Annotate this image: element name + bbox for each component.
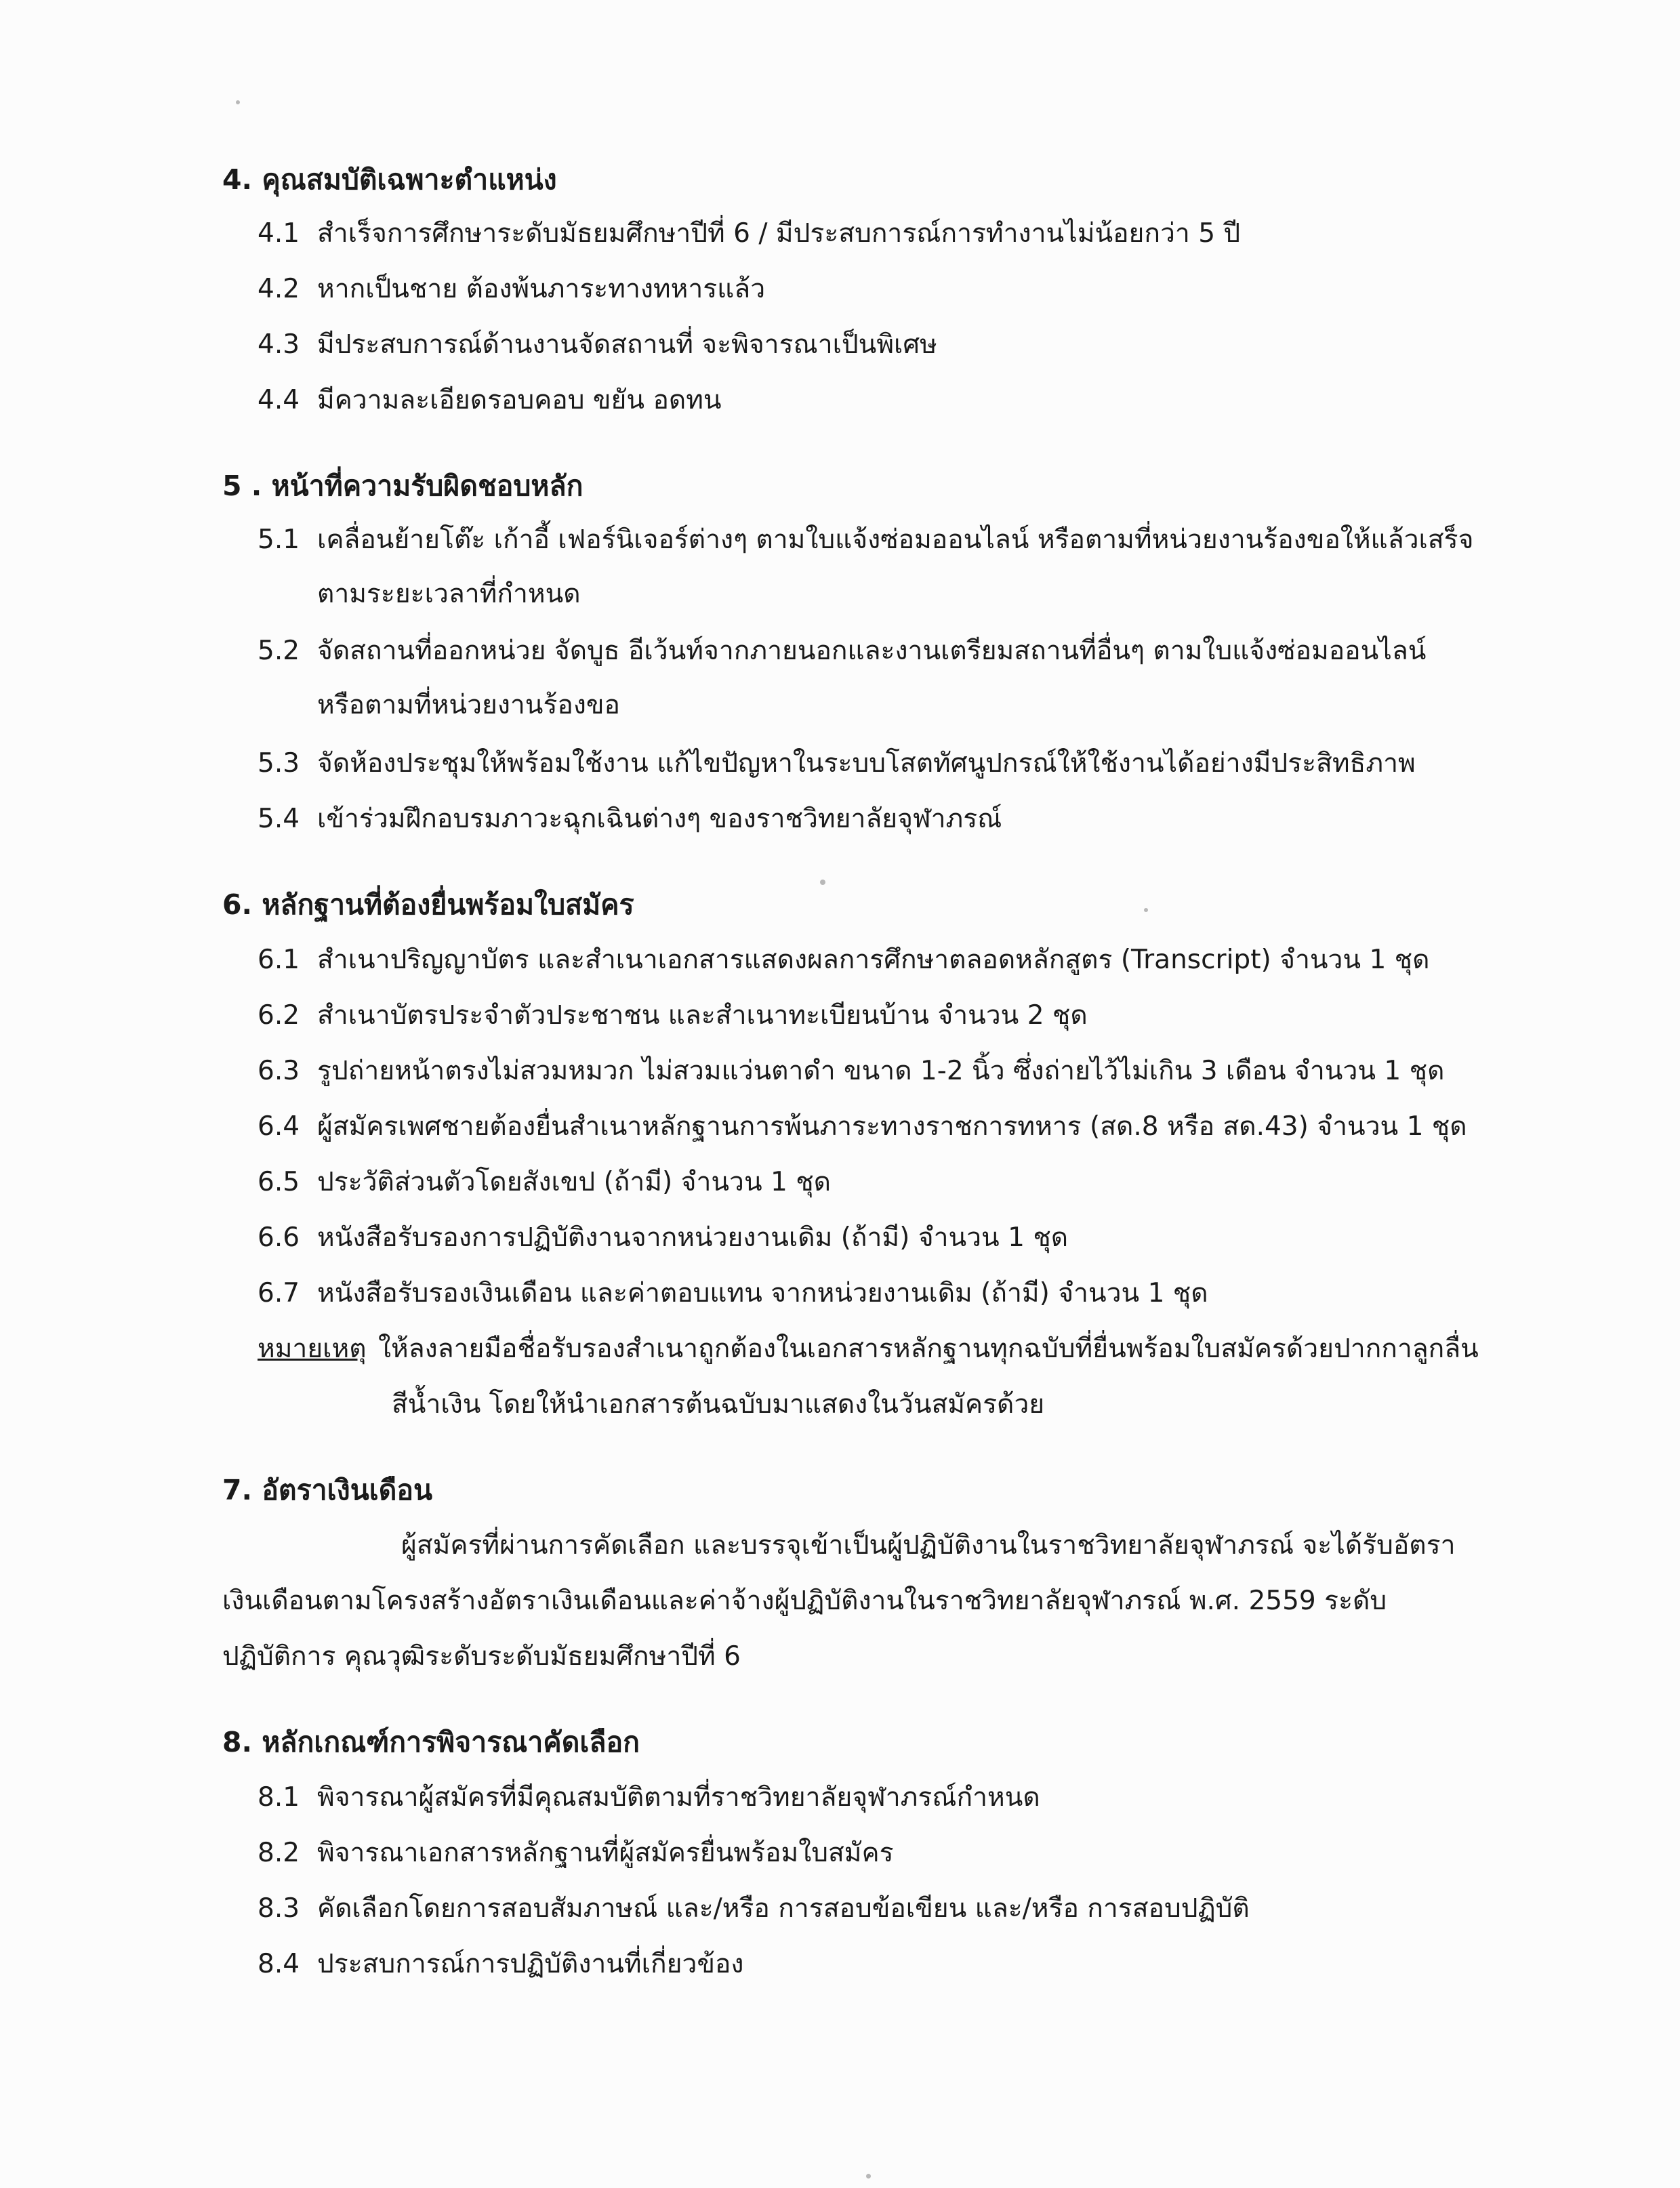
item-text: ผู้สมัครเพศชายต้องยื่นสำเนาหลักฐานการพ้นภาระทางราชการทหาร (สด.8 หรือ สด.43) จำนวน 1 ชุด bbox=[317, 1111, 1467, 1142]
list-item bbox=[258, 999, 1088, 1033]
list-item bbox=[258, 1165, 831, 1199]
item-text: เข้าร่วมฝึกอบรมภาวะฉุกเฉินต่างๆ ของราชวิทยาลัยจุฬาภรณ์ bbox=[317, 804, 1002, 834]
salary-paragraph-line: ปฏิบัติการ คุณวุฒิระดับระดับมัธยมศึกษาปีที่ 6 bbox=[222, 1641, 741, 1672]
section-4-heading: 4. คุณสมบัติเฉพาะตำแหน่ง bbox=[222, 163, 557, 196]
item-text: จัดห้องประชุมให้พร้อมใช้งาน แก้ไขปัญหาในระบบโสตทัศนูปกรณ์ให้ใช้งานได้อย่างมีประสิทธิภาพ bbox=[317, 748, 1416, 779]
item-text: ประวัติส่วนตัวโดยสังเขป (ถ้ามี) จำนวน 1 ชุด bbox=[317, 1167, 832, 1197]
item-text: พิจารณาผู้สมัครที่มีคุณสมบัติตามที่ราชวิทยาลัยจุฬาภรณ์กำหนด bbox=[317, 1782, 1040, 1813]
section-6-heading: 6. หลักฐานที่ต้องยื่นพร้อมใบสมัคร bbox=[222, 888, 634, 921]
section-7-heading: 7. อัตราเงินเดือน bbox=[222, 1474, 433, 1506]
item-text: เคลื่อนย้ายโต๊ะ เก้าอี้ เฟอร์นิเจอร์ต่างๆ ตามใบแจ้งซ่อมออนไลน์ หรือตามที่หน่วยงานร้องขอให้แล้วเสร็จ bbox=[317, 524, 1474, 555]
item-number: 8.1 bbox=[258, 1782, 300, 1813]
item-text: สำเนาบัตรประจำตัวประชาชน และสำเนาทะเบียนบ้าน จำนวน 2 ชุด bbox=[317, 1000, 1088, 1031]
item-number: 4.1 bbox=[258, 218, 300, 249]
item-continuation: ตามระยะเวลาที่กำหนด bbox=[317, 579, 581, 609]
item-text: สำเนาปริญญาบัตร และสำเนาเอกสารแสดงผลการศึกษาตลอดหลักสูตร (Transcript) จำนวน 1 ชุด bbox=[317, 945, 1430, 975]
list-item bbox=[258, 747, 1416, 781]
list-item bbox=[258, 802, 1002, 836]
section-8-heading: 8. หลักเกณฑ์การพิจารณาคัดเลือก bbox=[222, 1726, 640, 1758]
scan-speck bbox=[1144, 908, 1148, 912]
salary-paragraph-line: เงินเดือนตามโครงสร้างอัตราเงินเดือนและค่าจ้างผู้ปฏิบัติงานในราชวิทยาลัยจุฬาภรณ์ พ.ศ. 2559 ระดับ bbox=[222, 1586, 1387, 1616]
item-text: มีประสบการณ์ด้านงานจัดสถานที่ จะพิจารณาเป็นพิเศษ bbox=[317, 329, 937, 360]
item-number: 5.4 bbox=[258, 804, 300, 834]
item-continuation: หรือตามที่หน่วยงานร้องขอ bbox=[317, 690, 620, 720]
list-item bbox=[258, 272, 765, 306]
item-text: จัดสถานที่ออกหน่วย จัดบูธ อีเว้นท์จากภายนอกและงานเตรียมสถานที่อื่นๆ ตามใบแจ้งซ่อมออนไลน์ bbox=[317, 636, 1427, 666]
list-item bbox=[258, 384, 722, 417]
item-number: 8.3 bbox=[258, 1893, 300, 1924]
item-number: 6.5 bbox=[258, 1167, 300, 1197]
item-text: ประสบการณ์การปฏิบัติงานที่เกี่ยวข้อง bbox=[317, 1949, 744, 1979]
section-5-heading: 5 . หน้าที่ความรับผิดชอบหลัก bbox=[222, 470, 583, 502]
item-number: 6.4 bbox=[258, 1111, 300, 1142]
item-number: 5.2 bbox=[258, 636, 300, 666]
item-number: 5.3 bbox=[258, 748, 300, 779]
list-item bbox=[258, 1054, 1444, 1088]
item-text: รูปถ่ายหน้าตรงไม่สวมหมวก ไม่สวมแว่นตาดำ ขนาด 1-2 นิ้ว ซึ่งถ่ายไว้ไม่เกิน 3 เดือน จำนวน 1 ชุด bbox=[317, 1056, 1445, 1086]
list-item bbox=[258, 1277, 1208, 1310]
list-item bbox=[258, 523, 1473, 557]
item-text: หนังสือรับรองเงินเดือน และค่าตอบแทน จากหน่วยงานเดิม (ถ้ามี) จำนวน 1 ชุด bbox=[317, 1278, 1208, 1308]
list-item bbox=[258, 1781, 1040, 1815]
list-item bbox=[258, 328, 937, 362]
note-text-continuation: สีน้ำเงิน โดยให้นำเอกสารต้นฉบับมาแสดงในวันสมัครด้วย bbox=[392, 1389, 1045, 1420]
scan-speck bbox=[820, 880, 825, 885]
list-item bbox=[258, 1221, 1068, 1255]
list-item bbox=[258, 943, 1429, 977]
item-text: มีความละเอียดรอบคอบ ขยัน อดทน bbox=[317, 385, 722, 415]
item-number: 4.3 bbox=[258, 329, 300, 360]
item-text: สำเร็จการศึกษาระดับมัธยมศึกษาปีที่ 6 / มีประสบการณ์การทำงานไม่น้อยกว่า 5 ปี bbox=[317, 218, 1241, 249]
item-number: 5.1 bbox=[258, 524, 300, 555]
list-item bbox=[258, 634, 1426, 668]
scan-speck bbox=[236, 100, 240, 104]
salary-paragraph-line: ผู้สมัครที่ผ่านการคัดเลือก และบรรจุเข้าเป็นผู้ปฏิบัติงานในราชวิทยาลัยจุฬาภรณ์ จะได้รับอัตรา bbox=[401, 1530, 1456, 1561]
item-text: พิจารณาเอกสารหลักฐานที่ผู้สมัครยื่นพร้อมใบสมัคร bbox=[317, 1838, 894, 1868]
item-number: 6.1 bbox=[258, 945, 300, 975]
list-item bbox=[258, 1947, 743, 1981]
item-number: 8.2 bbox=[258, 1838, 300, 1868]
list-item bbox=[258, 1110, 1467, 1144]
item-number: 8.4 bbox=[258, 1949, 300, 1979]
item-number: 6.6 bbox=[258, 1222, 300, 1253]
item-text: คัดเลือกโดยการสอบสัมภาษณ์ และ/หรือ การสอบข้อเขียน และ/หรือ การสอบปฏิบัติ bbox=[317, 1893, 1250, 1924]
note-label: หมายเหตุ bbox=[258, 1334, 367, 1364]
list-item bbox=[258, 1892, 1250, 1926]
item-number: 4.4 bbox=[258, 385, 300, 415]
item-number: 6.3 bbox=[258, 1056, 300, 1086]
list-item bbox=[258, 1836, 894, 1870]
item-number: 4.2 bbox=[258, 274, 300, 304]
list-item bbox=[258, 217, 1240, 251]
item-number: 6.7 bbox=[258, 1278, 300, 1308]
item-number: 6.2 bbox=[258, 1000, 300, 1031]
scan-speck bbox=[866, 2174, 871, 2179]
item-text: หากเป็นชาย ต้องพ้นภาระทางทหารแล้ว bbox=[317, 274, 766, 304]
note-text: ให้ลงลายมือชื่อรับรองสำเนาถูกต้องในเอกสารหลักฐานทุกฉบับที่ยื่นพร้อมใบสมัครด้วยปากกาลูกลื่น bbox=[378, 1334, 1479, 1364]
item-text: หนังสือรับรองการปฏิบัติงานจากหน่วยงานเดิม (ถ้ามี) จำนวน 1 ชุด bbox=[317, 1222, 1069, 1253]
